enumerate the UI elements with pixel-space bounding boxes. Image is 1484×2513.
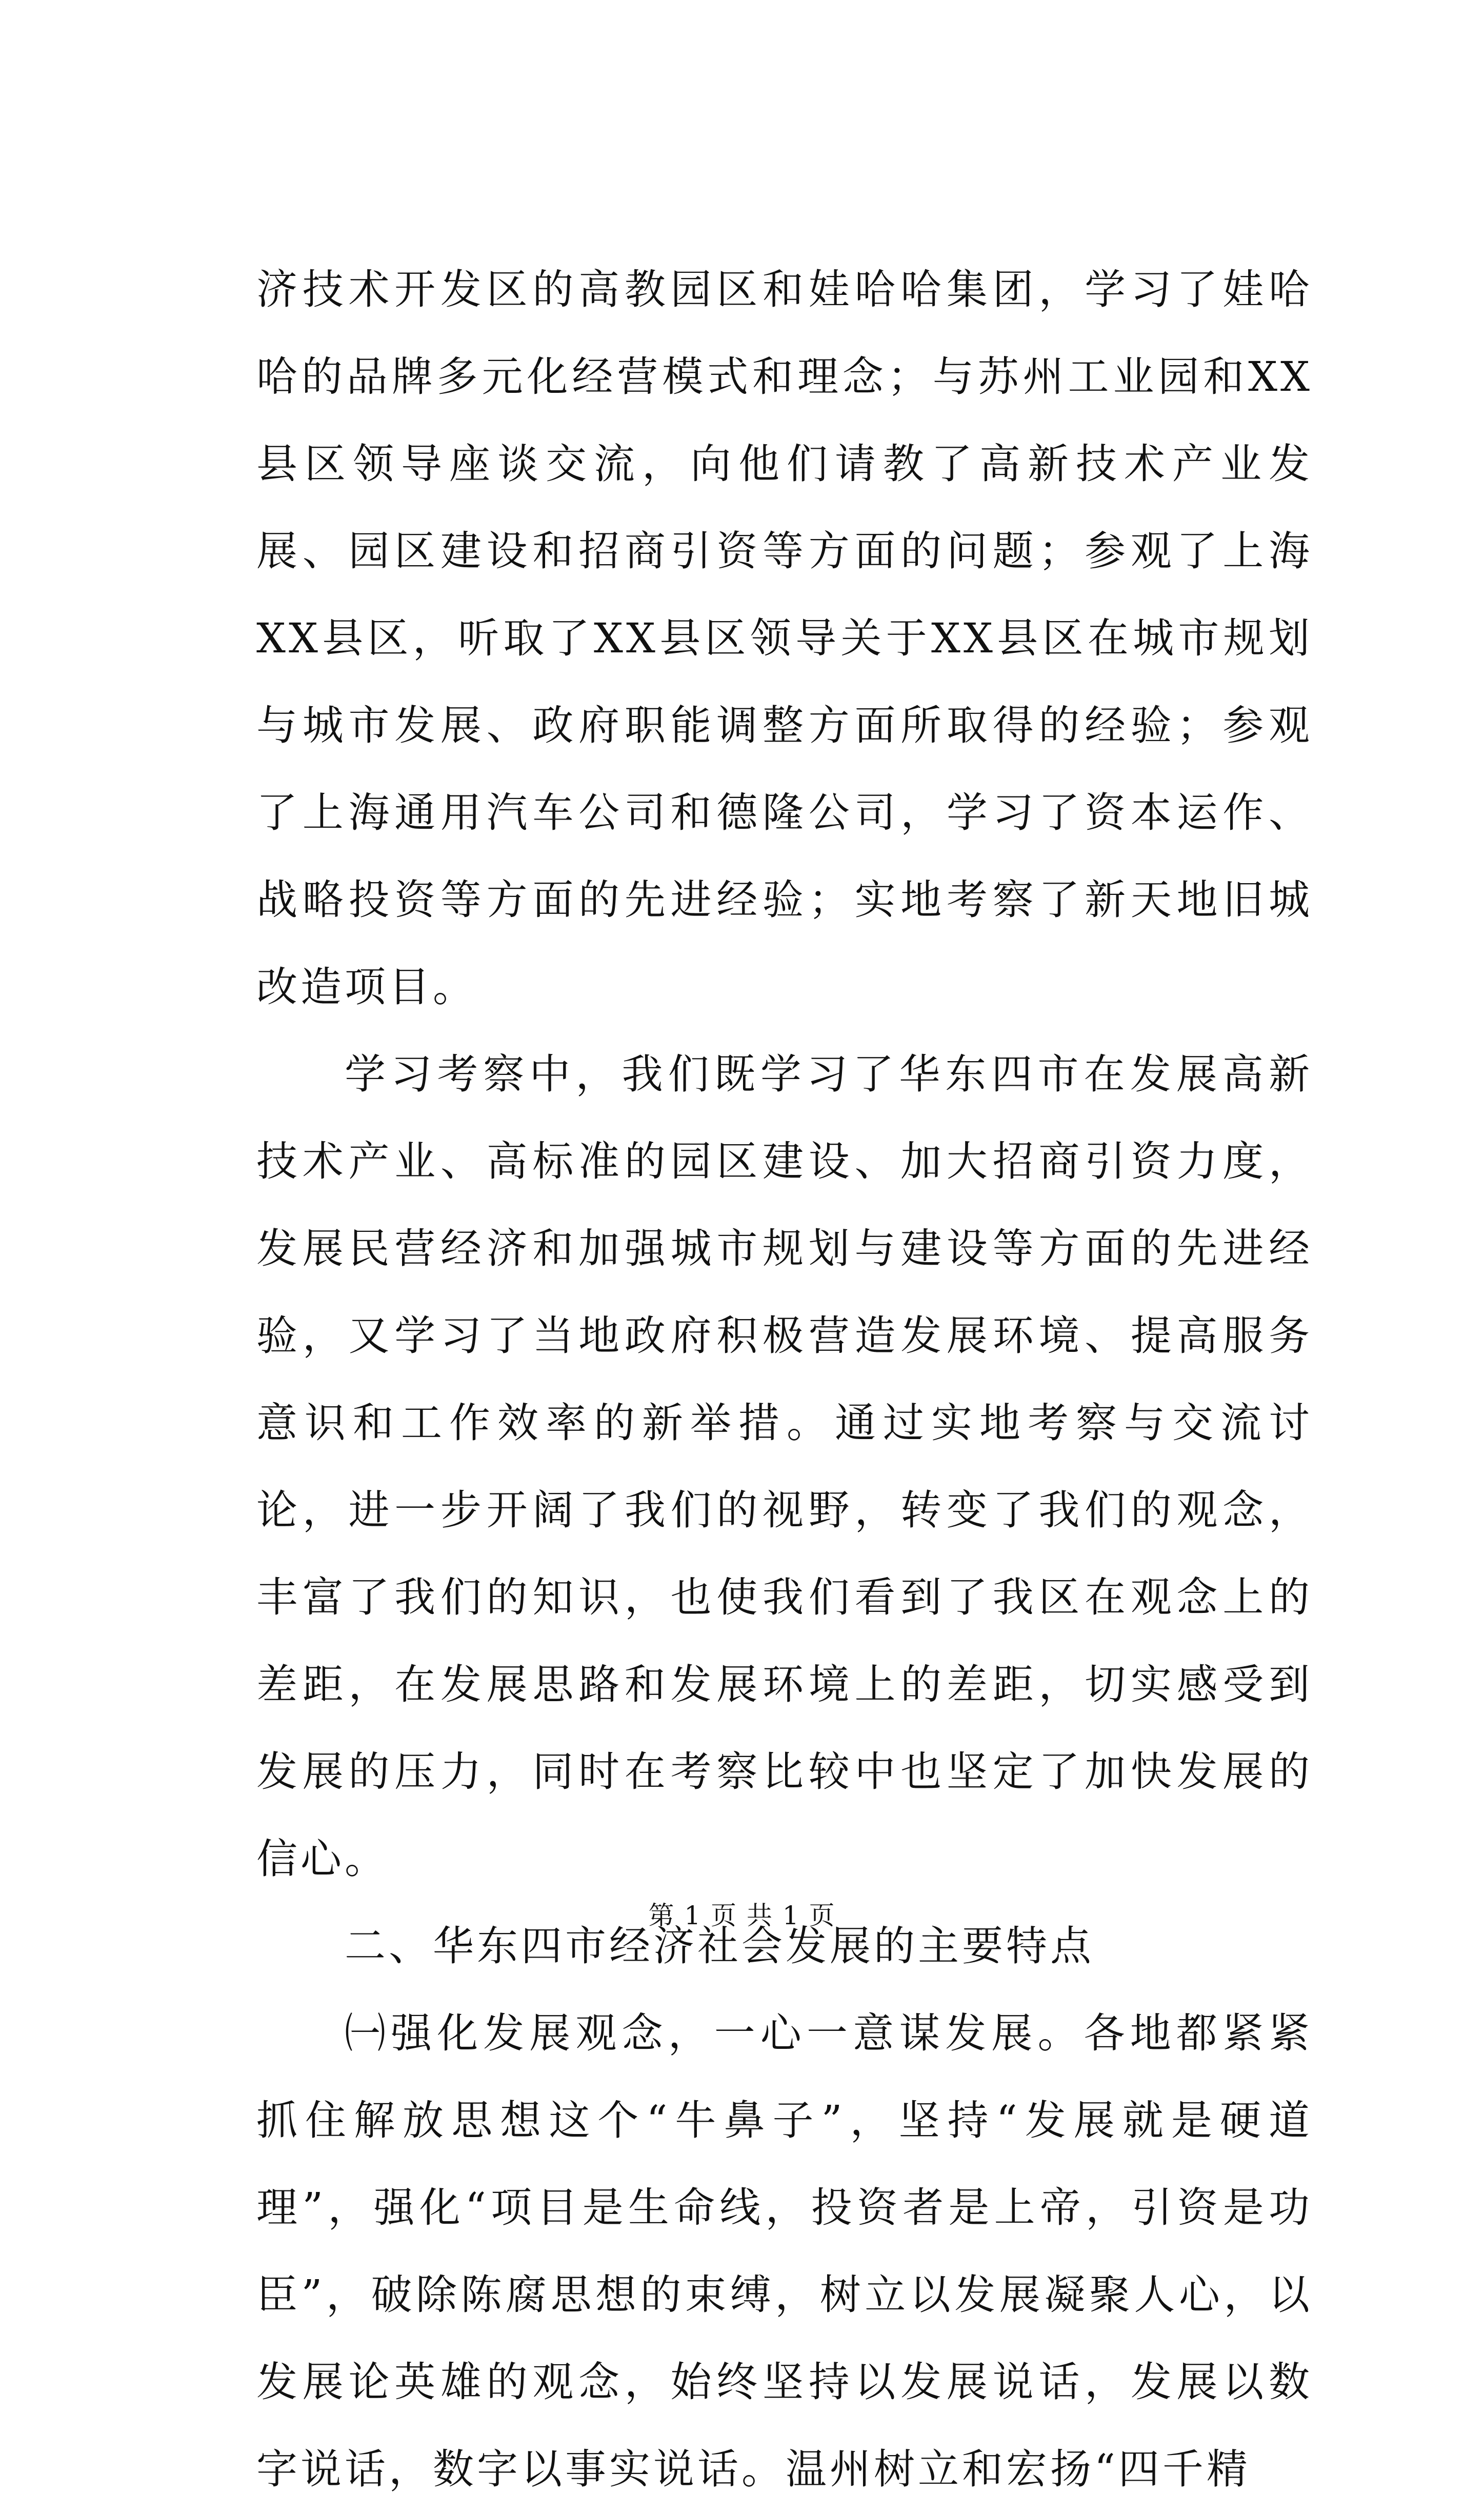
page-footer: 第 1 页 共 1 页: [648, 1901, 836, 1930]
paragraph-1: 济技术开发区的高教园区和娃哈哈集团，学习了娃哈哈的品牌多元化经营模式和理念；与苏州工业园和XX县区领导座谈交流，向他们请教了高新技术产业发展、园区建设和招商引资等方面的问题；参观了上海XX县区，听取了XX县区领导关于XX县区在城市规划与城市发展、政府职能调整方面所取得的经验；参观了上海通用汽车公司和德隆公司，学习了资本运作、战略投资等方面的先进经验；实地考察了新天地旧城改造项目。: [256, 266, 1313, 1011]
paragraph-3: ㈠强化发展观念，一心一意谋发展。各地都紧紧抓住解放思想这个“牛鼻子”，坚持“发展就是硬道理”，强化“项目是生命线，投资者是上帝，引资是功臣”，破除陈腐思想的束缚，树立以发展凝聚人心，以发展论英雄的观念，始终坚持以发展说话，发展以数字说话，数字以事实说话。温州树立和宏扬“四千精: [256, 2009, 1313, 2493]
paragraph-2: 学习考察中，我们既学习了华东四市在发展高新技术产业、高标准的园区建设、加大招商引资力度，发展民营经济和加强城市规划与建设等方面的先进经验，又学习了当地政府积极营造发展环境、提高服务意识和工作效率的新举措。通过实地考察与交流讨论，进一步开阔了我们的视野，转变了我们的观念，丰富了我们的知识，也使我们看到了我区在观念上的差距，在发展思路和发展环境上的差距，切实感受到发展的压力，同时在考察比较中也坚定了加快发展的信心。: [256, 1050, 1313, 1883]
section-heading: 二、华东四市经济社会发展的主要特点: [345, 1922, 1094, 1970]
document-body: [256, 246, 1313, 2513]
